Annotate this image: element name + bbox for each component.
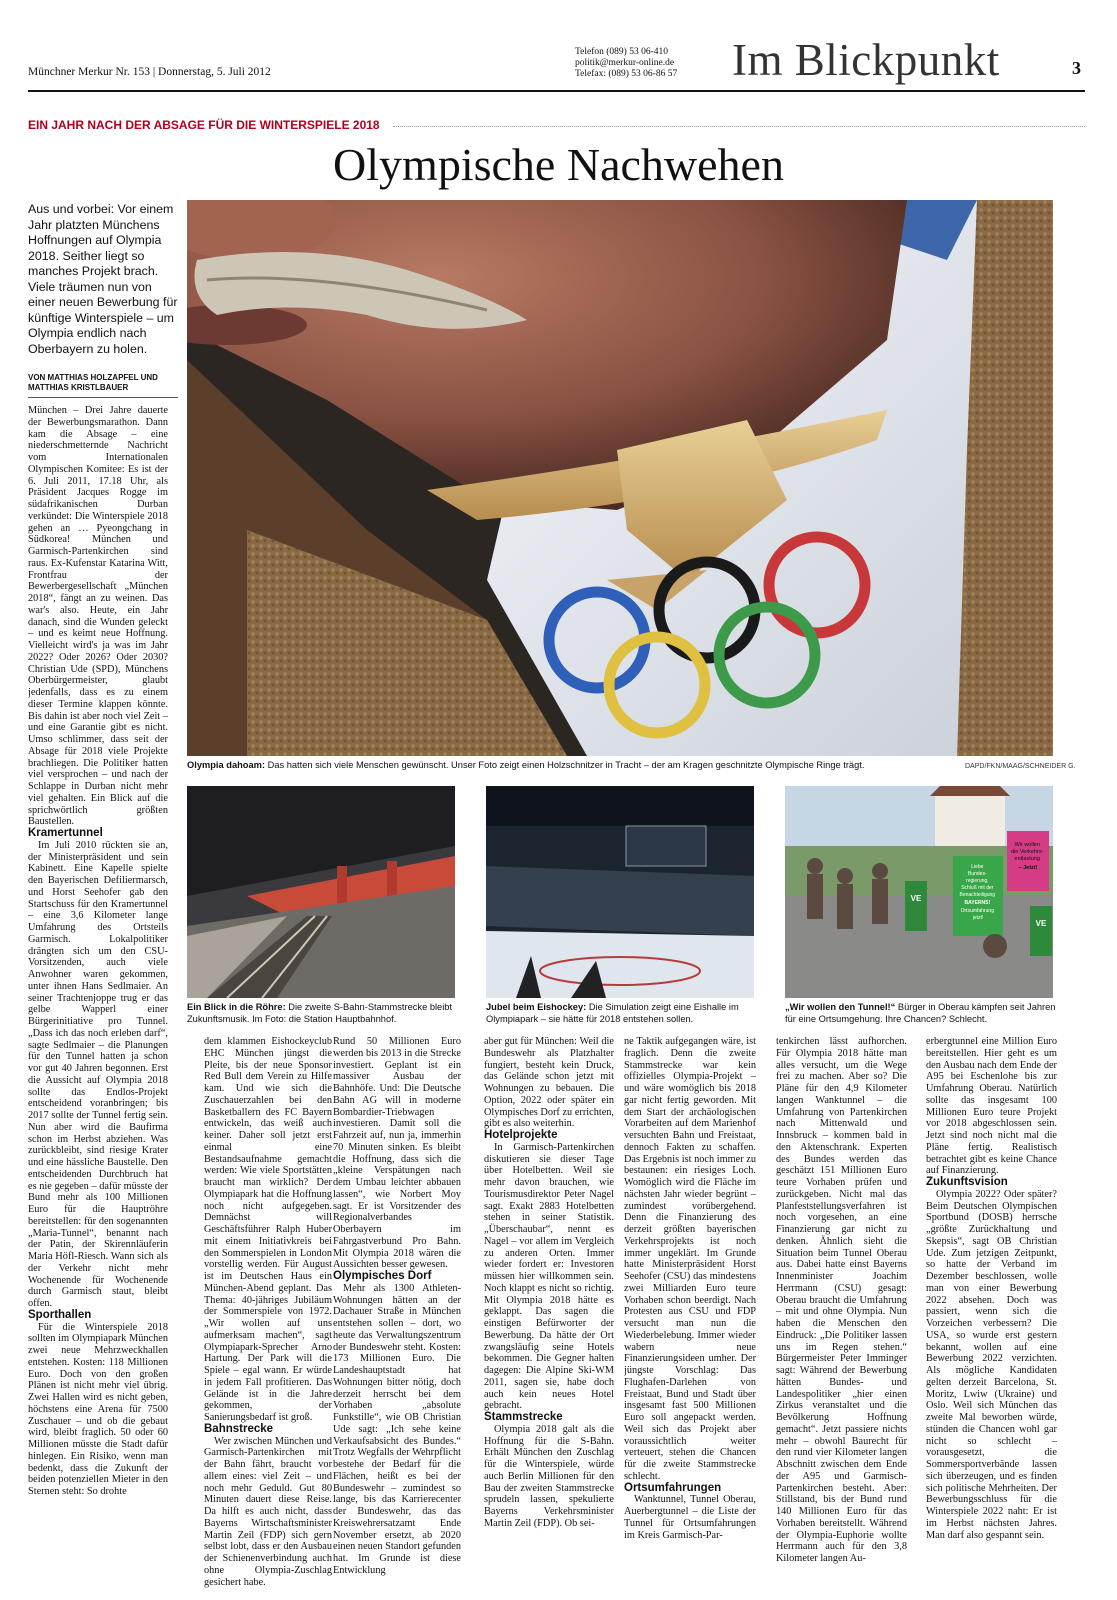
photo-arena xyxy=(486,786,754,998)
protest-sign-green xyxy=(953,856,1003,936)
col7-para-2: Olympia 2022? Oder später? Beim Deutschen Olympischen Sportbund (DOSB) herrsche „größte Zurückhaltung und Skepsis“, sagt OB Christian Ude. Zum jetzigen Zeitpunkt, so hatte der Verband im Dezember beschlossen, wolle man von einer Bewerbung 2022 absehen. Doch was passiert, wenn sich die Vorzeichen verbessern? Die USA, so wurde erst gestern bekannt, wollen auf eine Bewerbung 2022 verzichten. Als mögliche Kandidaten gelten derzeit Barcelona, St. Moritz, Lwiw (Ukraine) und Oslo. Weil sich München das zweite Mal beworben würde, stünden die Chancen wohl gar nicht so schlecht – vorausgesetzt, die Sommersportverbände lassen sich überzeugen, und es finden sich politische Mehrheiten. Der Bewerbungsschluss für die Winterspiele 2022 naht: Er ist im Herbst nächsten Jahres. Man darf also gespannt sein. xyxy=(926,1188,1057,1541)
subhead-hotelprojekte: Hotelprojekte xyxy=(484,1129,558,1141)
col4-para-1: aber gut für München: Weil die Bundeswehr als Platzhalter fungiert, besteht kein Druck, das Gelände schon jetzt mit Wohnungen zu bebauen. Die Option, 2022 oder später ein Olympisches Dorf zu errichten, gibt es also weiterhin. xyxy=(484,1036,614,1130)
caption-text: Das hatten sich viele Menschen gewünscht. Unser Foto zeigt einen Holzschnitzer in Tracht – der am Kragen geschnitzte Olympische Ringe trägt. xyxy=(265,760,865,770)
subhead-sporthallen: Sporthallen xyxy=(28,1308,92,1321)
sign-pink-text: Wir wollen die Verkehrs- entlastung – Jetzt! xyxy=(1011,842,1044,871)
col1-para-2: Im Juli 2010 rückten sie an, der Ministerpräsident und sein Kabinett. Eine Kapelle spielte den Bayerischen Defiliermarsch, und Horst Seehofer gab den Startschuss für den Kramertunnel – eine 3,6 Kilometer lange Umfahrung des Ortsteils Garmisch. Lokalpolitiker drängten sich um den CSU-Vorsitzenden, auch viele Anwohner waren gekommen, unter ihnen Hans Sedlmaier. An seiner Trachtenjoppe trug er das gelbe Wapperl einer Bürgerinitiative pro Tunnel. „Dass ich das noch erleben darf“, sagte Sedlmaier – die Planungen für den Tunnel hatten ja schon vor gut 40 Jahren begonnen. Erst die Aussicht auf Olympia 2018 sollte das Endlos-Projekt entscheidend voranbringen; bis 2017 sollte der Tunnel fertig sein. Nun aber wird die Baufirma schon im Herbst abziehen. Was zurückbleibt, sind riesige Krater und eine hässliche Baustelle. Den entscheidenden Durchbruch hat es nie gegeben – dafür müsste der Bund mehr als 100 Millionen Euro für die Hauptröhre bereitstellen: für den sogenannten „Maria-Tunnel“, benannt nach der Patin, der Skirennläuferin Maria Höfl-Riesch. Wann sich als der Verkehr nicht mehr Wochenende für Wochenende durch Garmisch staut, bleibt offen. xyxy=(28,839,168,1309)
contact-fax: Telefax: (089) 53 06-86 57 xyxy=(575,69,678,79)
col1-para-3: Für die Winterspiele 2018 sollten im Olympiapark München zwei neue Mehrzweckhallen entstehen. Kosten: 118 Millionen Euro. Doch von den großen Plänen ist nicht mehr viel übrig. Zwei Hallen wird es nicht geben, höchstens eine Arena für 7500 Zuschauer – und ob die gebaut wird, bleibt fraglich. 50 oder 60 Millionen müsste die Stadt dafür hinlegen. Ein Risiko, wenn man bedenkt, dass die Zukunft der beiden potenziellen Mieter in den Sternen steht: So drohte xyxy=(28,1321,168,1497)
header-rule xyxy=(28,90,1085,92)
caption-bold: Olympia dahoam: xyxy=(187,760,266,770)
col3-para-1: Rund 50 Millionen Euro werden bis 2013 in die Strecke investiert. Geplant ist ein massiver Ausbau der Bahnhöfe. Und: Die Deutsche Bahn AG will in moderne Bombardier-Triebwagen investieren. Damit soll die Fahrzeit auf, nun ja, immerhin 70 Minuten sinken. Es bleibt die Hoffnung, dass sich die „kleine Verspätungen nach dem Umbau leichter abbauen lassen“, wie Norbert Moy sagt. Er ist Vorsitzender des Regionalverbandes Oberbayern im Fahrgastverbund Pro Bahn. Mit Olympia 2018 wären die Aussichten besser gewesen. xyxy=(333,1036,461,1271)
protest-photo xyxy=(785,786,1053,998)
contact-phone: Telefon (089) 53 06-410 xyxy=(575,47,668,57)
arena-caption-text: Die Simulation zeigt eine Eishalle im Olympiapark – sie hätte für 2018 entstehen sollen. xyxy=(486,1002,739,1024)
col2-para-1: dem klammen Eishockeyclub EHC München jüngst die Pleite, bis der neue Sponsor Red Bull dem Verein zu Hilfe kam. Und wie sich die Zuschauerzahlen bei den Basketballern des FC Bayern entwickeln, das weiß auch keiner. Daher soll jetzt erst einmal eine Bestandsaufnahme gemacht werden: Wie viele Sportstätten braucht man wirklich? Der Olympiapark hat die Hoffnung noch nicht aufgegeben. Demnächst will Geschäftsführer Ralph Huber mit einem Initiativkreis bei den Sommerspielen in London vorstellig werden. Für August ist im Deutschen Haus ein München-Abend geplant. Das Thema: 40-jähriges Jubiläum der Sommerspiele von 1972. „Wir wollen auf uns aufmerksam machen“, sagt Olympiapark-Sprecher Arno Hartung. Der Park will die Spiele – egal wann. Er würde in jedem Fall profitieren. Das Gelände ist in die Jahre gekommen, der Sanierungsbedarf ist groß. xyxy=(204,1036,332,1423)
sign-green-text: Liebe Bundes- regierung, Schluß mit der Benachteiligung BAYERNS! Ortsumfahrung jetzt! xyxy=(959,864,996,921)
photo-station xyxy=(187,786,455,998)
col2-para-2: Wer zwischen München und Garmisch-Partenkirchen mit der Bahn fährt, braucht vor allem eines: viel Zeit – und noch mehr Geduld. Gut 80 Minuten dauert diese Reise. Da hilft es auch nicht, dass Bayerns Wirtschaftsminister Martin Zeil (FDP) sich gern selbst lobt, dass er den Ausbau der Schienenverbindung auch ohne Olympia-Zuschlag gesichert habe. xyxy=(204,1435,332,1588)
ice-arena-photo xyxy=(486,786,754,998)
col4-para-2: In Garmisch-Partenkirchen diskutieren sie dieser Tage über Hotelbetten. Weil sie mehr davon brauchen, wie Tourismusdirektor Peter Nagel sagt. Exakt 2883 Hotelbetten stehen in seiner Statistik. „Überschaubar“, nennt es Nagel – vor allem im Vergleich zu anderen Orten. Immer wieder fordert er: Investoren müssen hier willkommen sein. Noch klappt es nicht so richtig. Mit Olympia 2018 hätte es geklappt. Das sagen die einstigen Befürworter der Bewerbung. Da hätte der Ort zwangsläufig seine Hotels bekommen. Die Gegner halten dagegen: Die Alpine Ski-WM 2011, sagen sie, habe doch auch kein neues Hotel gebracht. xyxy=(484,1141,614,1412)
main-photo xyxy=(187,200,1053,756)
subhead-ortsumfahrungen: Ortsumfahrungen xyxy=(624,1481,722,1494)
byline: VON MATTHIAS HOLZAPFEL UND MATTHIAS KRISTLBAUER xyxy=(28,373,178,398)
column-7 xyxy=(926,1036,1057,1590)
col7-para-1: erbergtunnel eine Million Euro bereitstellen. Hier geht es um den Ausbau nach dem Ende der A95 bei Eschenlohe bis zur Umfahrung Oberau. Natürlich sollte das insgesamt 100 Millionen Euro teure Projekt vor 2018 abgeschlossen sein. Jetzt sind noch nicht mal die Pläne fertig. Realistisch betrachtet gibt es keine Chance auf Finanzierung. xyxy=(926,1036,1057,1177)
station-caption xyxy=(187,1002,459,1025)
protest-sign-pink xyxy=(1007,831,1049,891)
arena-caption xyxy=(486,1002,758,1025)
contact-email: politik@merkur-online.de xyxy=(575,58,675,68)
protest-caption-text: Bürger in Oberau kämpfen seit Jahren für eine Ortsumgehung. Ihre Chancen? Schlecht. xyxy=(785,1002,1056,1024)
shirt-text-1: VE xyxy=(910,894,922,903)
protest-caption xyxy=(785,1002,1057,1025)
arena-caption-bold: Jubel beim Eishockey: xyxy=(486,1002,587,1012)
photo-credit: DAPD/FKN/MAAG/SCHNEIDER G. xyxy=(965,763,1076,770)
woodcarver-photo xyxy=(187,200,1053,756)
station-caption-bold: Ein Blick in die Röhre: xyxy=(187,1002,286,1012)
kicker: EIN JAHR NACH DER ABSAGE FÜR DIE WINTERSPIELE 2018 xyxy=(28,118,380,132)
subhead-zukunftsvision: Zukunftsvision xyxy=(926,1176,1008,1188)
col5-para-1: ne Taktik aufgegangen wäre, ist fraglich. Denn die zweite Stammstrecke war kein offizielles Olympia-Projekt – und wäre womöglich bis 2018 gar nicht fertig geworden. Mit dem Start der archäologischen Vorarbeiten auf dem Marienhof versuchten Bahn und Freistaat, dennoch Fakten zu schaffen. Das Ergebnis ist noch immer zu bestaunen: ein riesiges Loch. Womöglich wird die Fläche im nächsten Jahr wieder begrünt – zumindest vorübergehend. Denn die Finanzierung des derzeit größten bayerischen Verkehrsprojekts ist noch immer ungeklärt. Im Grunde hatte Ministerpräsident Horst Seehofer (CSU) das mindestens zwei Milliarden Euro teure Vorhaben schon beerdigt. Nach Protesten aus CSU und FDP versucht man nun die Wiederbelebung. Immer wieder wabern neue Finanzierungsideen umher. Der jüngste Vorschlag: Das Flughafen-Darlehen von Freistaat, Bund und Stadt über insgesamt fast 500 Millionen Euro soll angepackt werden. Weil sich das Projekt aber voraussichtlich weiter verteuert, stehen die Chancen für die zweite Stammstrecke schlecht. xyxy=(624,1036,756,1482)
contact-info xyxy=(575,47,677,80)
photo-protest xyxy=(785,786,1053,998)
main-photo-caption xyxy=(187,760,967,772)
publication-line: Münchner Merkur Nr. 153 | Donnerstag, 5. Juli 2012 xyxy=(28,66,271,78)
page-number: 3 xyxy=(1072,58,1081,78)
column-4 xyxy=(484,1036,614,1590)
column-2 xyxy=(204,1036,332,1590)
column-6 xyxy=(776,1036,907,1590)
column-1 xyxy=(28,405,168,1590)
shirt-text-2: VE xyxy=(1035,919,1047,928)
subhead-olympisches-dorf: Olympisches Dorf xyxy=(333,1270,432,1282)
column-5 xyxy=(624,1036,756,1590)
headline: Olympische Nachwehen xyxy=(333,139,784,190)
station-caption-text: Die zweite S-Bahn-Stammstrecke bleibt Zukunftsmusik. Im Foto: die Station Hauptbahnhof. xyxy=(187,1002,453,1024)
intro-text: Aus und vorbei: Vor einem Jahr platzten Münchens Hoffnungen auf Olympia 2018. Seither liegt so manches Projekt brach. Viele träumen nun von einer neuen Bewerbung für künftige Winterspiele – um Olympia endlich nach Oberbayern zu holen. xyxy=(28,202,178,356)
subhead-bahnstrecke: Bahnstrecke xyxy=(204,1422,274,1435)
protest-caption-bold: „Wir wollen den Tunnel!“ xyxy=(785,1002,896,1012)
col3-para-2: Mehr als 1300 Athleten-Wohnungen hätten an der Dachauer Straße in München entstehen sollen – dort, wo heute das Verwaltungszentrum der Bundeswehr steht. Kosten: 173 Millionen Euro. Die Landeshauptstadt hat Wohnungen bitter nötig, doch derzeit herrscht bei dem Vorhaben „absolute Funkstille“, wie OB Christian Ude sagt: „Ich sehe keine Verkaufsabsicht des Bundes.“ Trotz Wegfalls der Wehrpflicht bestehe der Bedarf für die Flächen, heißt es bei der Bundeswehr – zumindest so lange, bis das Karrierecenter der Bundeswehr, das das Kreiswehrersatzamt Ende November ersetzt, ab 2020 einen neuen Standort gefunden hat. Im Grunde ist diese Entwicklung xyxy=(333,1282,461,1576)
col1-para-1: München – Drei Jahre dauerte der Bewerbungsmarathon. Dann kam die Absage – eine niederschmetternde Nachricht vom Internationalen Olympischen Komitee: Es ist der 6. Juli 2011, 17.18 Uhr, als Präsident Jacques Rogge im südafrikanischen Durban verkündet: Die Winterspiele 2018 gehen an … Pyeongchang in Südkorea! München und Garmisch-Partenkirchen sind raus. Ex-Kufenstar Katarina Witt, Frontfrau der Bewerbergesellschaft „München 2018“, fängt an zu weinen. Das war's also. Heute, ein Jahr danach, sind die Wunden geleckt – und es keimt neue Hoffnung. Vielleicht wird's ja was im Jahr 2022? Oder 2026? Oder 2030? Christian Ude (SPD), Münchens Oberbürgermeister, glaubt jedenfalls, dass es zu einem dieser Termine klappen könnte. Bis dahin ist aber noch viel Zeit – und eine Garantie gibt es nicht. Umso schlimmer, dass seit der Absage für 2018 viele Projekte brachliegen. Die Politiker hatten viel versprochen – und nach der Schlappe in Durban nicht mehr viel gehalten. Ein Blick auf die sprichwörtlich größten Baustellen. xyxy=(28,405,168,828)
col6-para-1: tenkirchen lässt aufhorchen. Für Olympia 2018 hätte man alles versucht, um die Wege frei zu machen. Aber so? Die Pläne für den 4,9 Kilometer langen Wanktunnel – die Umfahrung von Partenkirchen nach Mittenwald und Innsbruck – kommen bald in den Aktenschrank. Experten des Bundes werden das geschätzt 151 Millionen Euro teure Vorhaben prüfen und zurückgeben. Nicht mal das Planfeststellungsverfahren ist noch vorgesehen, an eine Finanzierung gar nicht zu denken. Ähnlich sieht die Situation beim Tunnel Oberau aus. Dabei hatte einst Bayerns Innenminister Joachim Herrmann (CSU) gesagt: Oberau braucht die Umfahrung – mit und ohne Olympia. Nun haben die Menschen den Eindruck: „Die Politiker lassen uns im Regen stehen.“ Bürgermeister Peter Imminger sagt: Während der Bewerbung hätten Bundes- und Landespolitiker „hier einen Zirkus veranstaltet und die Bevölkerung Hoffnung gemacht“. Jetzt passiere nichts mehr – obwohl Baurecht für den rund vier Kilometer langen Abschnitt zwischen dem Ende der A95 und Garmisch-Partenkirchen besteht. Aber: Stillstand, bis der Bund rund 140 Millionen Euro für das Vorhaben bereitstellt. Während der Olympia-Euphorie wollte Herrmann auch für den 3,8 Kilometer langen Au- xyxy=(776,1036,907,1564)
subhead-kramertunnel: Kramertunnel xyxy=(28,827,103,839)
subhead-stammstrecke: Stammstrecke xyxy=(484,1411,563,1423)
subway-station-photo xyxy=(187,786,455,998)
col4-para-3: Olympia 2018 galt als die Hoffnung für die S-Bahn. Erhält München den Zuschlag für die Winterspiele, würde auch Berlin Millionen für den Bau der zweiten Stammstrecke sprudeln lassen, spekulierte Bayerns Verkehrsminister Martin Zeil (FDP). Ob sei- xyxy=(484,1423,614,1529)
col5-para-2: Wanktunnel, Tunnel Oberau, Auerbergtunnel – die Liste der Tunnel für Ortsumfahrungen im Kreis Garmisch-Par- xyxy=(624,1494,756,1541)
column-3 xyxy=(333,1036,461,1590)
kicker-divider xyxy=(393,126,1085,127)
section-title: Im Blickpunkt xyxy=(732,35,1000,85)
